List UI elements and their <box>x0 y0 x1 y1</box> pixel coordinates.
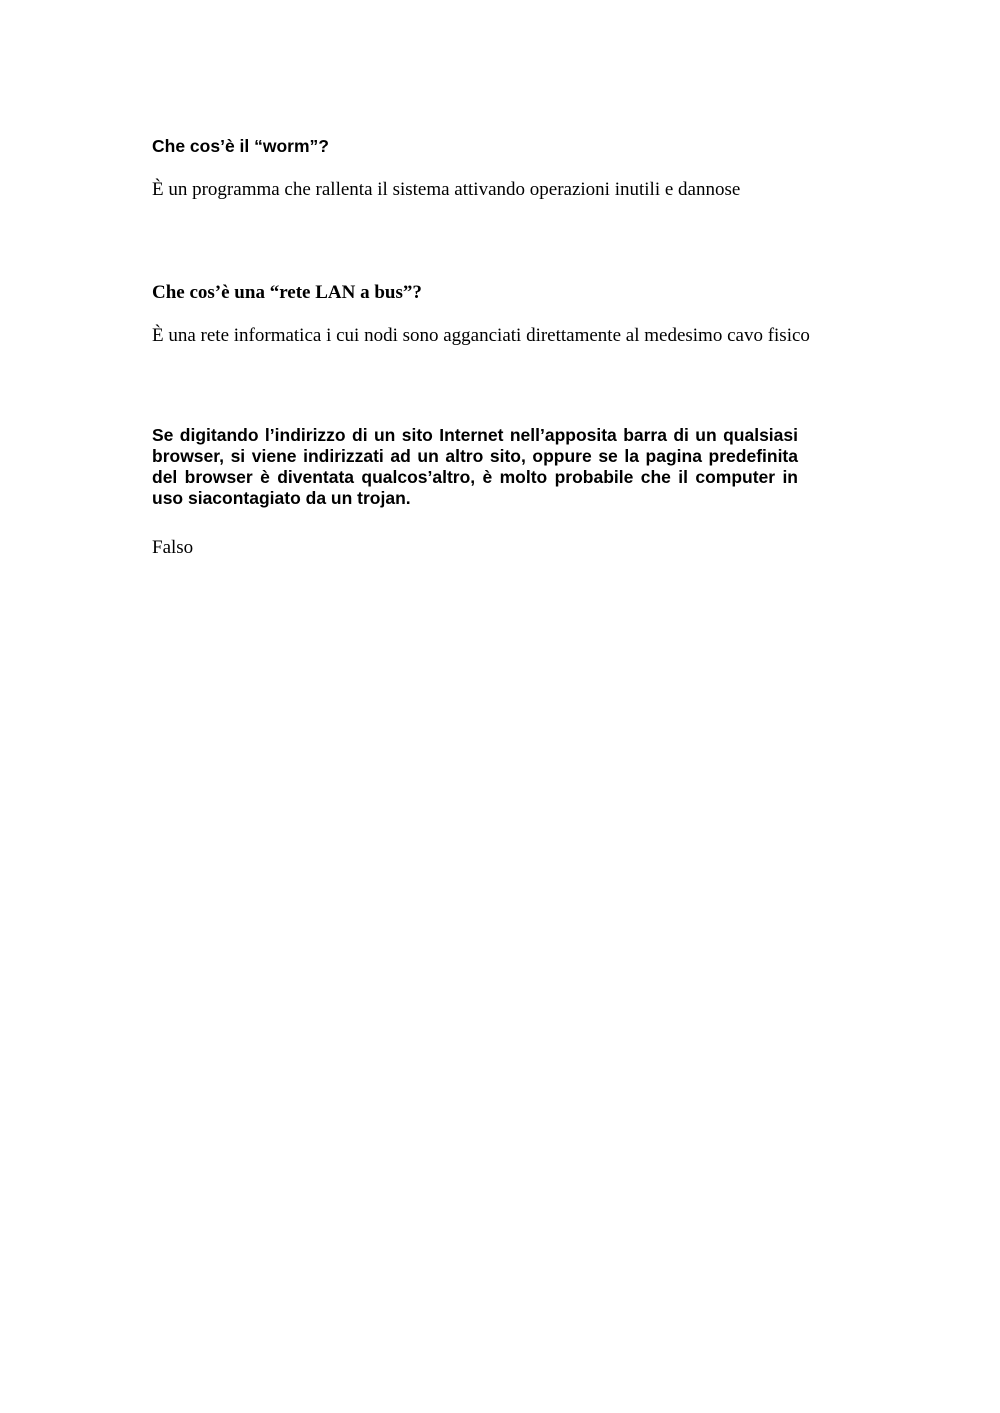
answer-lan-bus: È una rete informatica i cui nodi sono agganciati direttamente al medesimo cavo fisico <box>152 325 810 346</box>
answer-worm: È un programma che rallenta il sistema attivando operazioni inutili e dannose <box>152 179 741 200</box>
question-trojan: Se digitando l’indirizzo di un sito Internet nell’apposita barra di un qualsiasi browser, si viene indirizzati ad un altro sito, oppure se la pagina predefinita del browser è diventata qualcos’altro, è molto probabile che il computer in uso siacontagiato da un trojan. <box>152 425 798 508</box>
answer-trojan: Falso <box>152 537 194 558</box>
question-lan-bus: Che cos’è una “rete LAN a bus”? <box>152 282 422 303</box>
question-worm: Che cos’è il “worm”? <box>152 136 329 156</box>
